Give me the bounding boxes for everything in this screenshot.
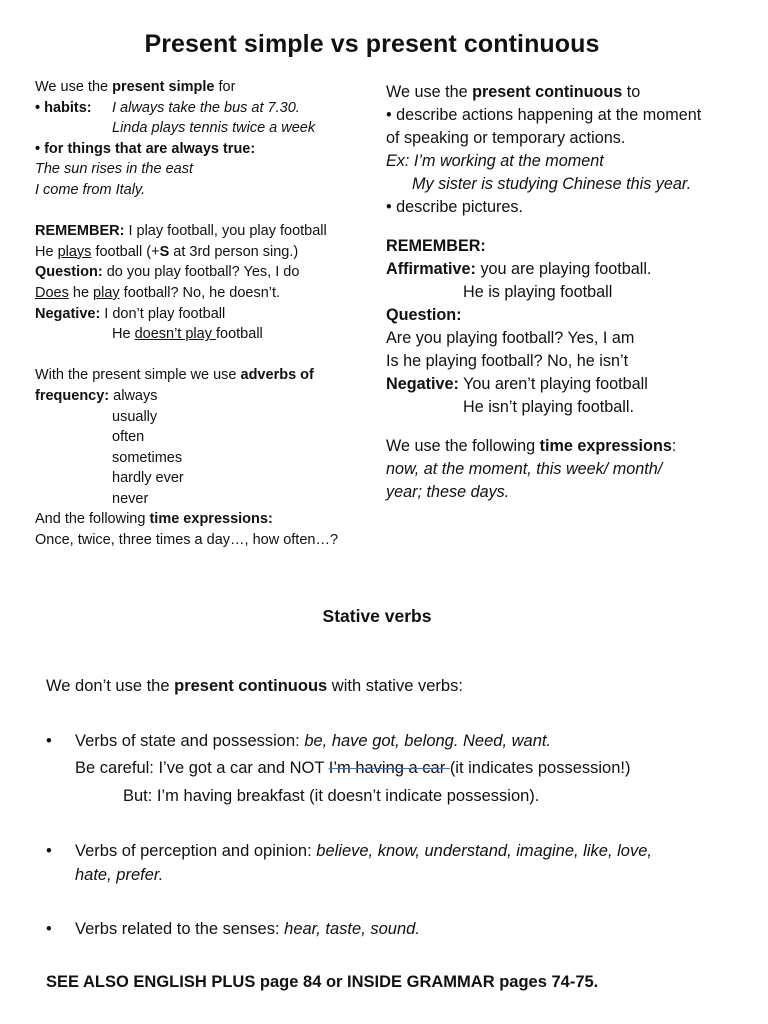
pc-example-1: Ex: I’m working at the moment [386,152,604,170]
ps-negative-line: Negative: I don’t play football [35,305,226,322]
bullet: • [46,920,52,938]
adverb-item: usually [112,408,158,425]
ps-intro: We use the present simple for [35,79,236,95]
ps-remember-line: REMEMBER: I play football, you play football [35,223,327,240]
pc-affirmative-line: Affirmative: you are playing football. [386,260,652,278]
true-example-2: I come from Italy. [35,181,146,198]
present-continuous-column [386,81,756,504]
pc-question-1: Are you playing football? Yes, I am [386,329,635,347]
bullet: • [46,731,52,750]
adverb-item: sometimes [112,449,183,466]
pc-question-2: Is he playing football? No, he isn’t [386,352,629,370]
adverb-item: hardly ever [112,470,184,487]
ps-third-person-line: He plays football (+S at 3rd person sing.) [35,243,299,260]
see-also-reference: SEE ALSO ENGLISH PLUS page 84 or INSIDE GRAMMAR pages 74-75. [46,973,599,991]
stative-bullet-senses: • Verbs related to the senses: hear, taste, sound. [46,918,746,942]
pc-example-2: My sister is studying Chinese this year. [412,175,692,193]
present-simple-column [35,77,385,551]
ps-question-line-2: Does he play football? No, he doesn’t. [35,284,281,301]
stative-verbs-section [46,675,746,942]
pc-affirmative-line-2: He is playing football [463,283,613,301]
pc-negative-line: Negative: You aren’t playing football [386,375,648,393]
pc-negative-line-2: He isn’t playing football. [463,398,634,416]
pc-question-label: Question: [386,306,462,324]
pc-bullet-2: • describe pictures. [386,198,524,216]
pc-time-expressions-label: We use the following time expressions: [386,437,677,455]
adverbs-intro: With the present simple we use adverbs of [35,367,314,384]
page-title: Present simple vs present continuous [144,30,600,58]
pc-bullet-1: • describe actions happening at the moment [386,106,702,124]
pc-time-expressions-2: year; these days. [386,483,510,501]
ps-time-expressions: Once, twice, three times a day…, how often…? [35,532,339,549]
habits-label: • habits: [35,99,92,116]
but-line: But: I’m having breakfast (it doesn’t indicate possession). [123,786,540,805]
true-example-1: The sun rises in the east [35,161,193,178]
ps-time-expressions-label: And the following time expressions: [35,511,273,528]
adverbs-first-line: frequency: always [35,387,158,404]
stative-bullet-state: • Verbs of state and possession: be, have got, belong. Need, want. [46,730,746,754]
stative-bullet-perception: • Verbs of perception and opinion: believe, know, understand, imagine, like, love, [46,840,746,864]
always-true-label: • for things that are always true: [35,140,256,157]
adverb-item: never [112,490,149,507]
habits-example-2: Linda plays tennis twice a week [112,120,316,137]
pc-intro: We use the present continuous to [386,83,641,101]
adverb-item: always [113,387,158,404]
stative-intro: We don’t use the present continuous with stative verbs: [46,677,463,695]
pc-time-expressions-1: now, at the moment, this week/ month/ [386,460,663,478]
ps-habits-line: • habits: I always take the bus at 7.30. [35,98,385,119]
bullet: • [46,842,52,860]
stative-verbs-heading: Stative verbs [322,606,432,626]
pc-remember-label: REMEMBER: [386,237,486,255]
pc-bullet-1-cont: of speaking or temporary actions. [386,129,626,147]
be-careful-line: Be careful: I’ve got a car and NOT I’m having a car (it indicates possession!) [75,759,631,777]
ps-negative-line-2: He doesn’t play football [112,326,263,343]
perception-verbs-cont: hate, prefer. [75,865,164,884]
ps-question-line: Question: do you play football? Yes, I do [35,264,300,281]
adverb-item: often [112,429,145,446]
